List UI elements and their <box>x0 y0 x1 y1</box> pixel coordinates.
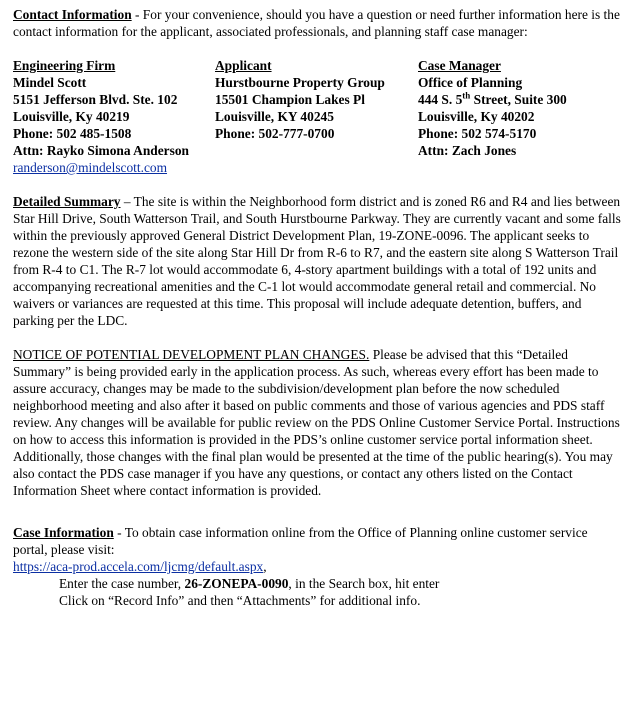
engineering-heading: Engineering Firm <box>13 58 116 73</box>
applicant-address1: 15501 Champion Lakes Pl <box>215 92 365 107</box>
case-manager-address1-street: Street, Suite 300 <box>470 92 567 107</box>
case-manager-attn: Attn: Zach Jones <box>418 143 517 158</box>
case-number: 26-ZONEPA-0090 <box>184 576 289 591</box>
applicant-address2: Louisville, KY 40245 <box>215 109 334 124</box>
case-manager-heading: Case Manager <box>418 58 501 73</box>
applicant-column <box>215 57 385 142</box>
document-page <box>13 6 625 609</box>
case-info-text: - To obtain case information online from the Office of Planning online customer service portal, please visit: <box>13 525 588 557</box>
case-manager-address1-number: 444 S. 5 <box>418 92 463 107</box>
case-url-suffix: , <box>263 559 267 574</box>
engineering-address1: 5151 Jefferson Blvd. Ste. 102 <box>13 92 178 107</box>
engineering-attn: Attn: Rayko Simona Anderson <box>13 143 189 158</box>
case-step-2: Click on “Record Info” and then “Attachments” for additional info. <box>59 593 421 608</box>
notice-text: Please be advised that this “Detailed Summary” is being provided early in the application process. As such, whereas every effort has been made to assure accuracy, changes may be made to the subdivision/development plan before the now scheduled neighborhood meeting and also after it based on public comments and those of various agencies and PDS staff review. Any changes will be available for public review on the PDS Online Customer Service Portal. Instructions on how to access this information is provided in the PDS’s online customer service portal information sheet. Additionally, those changes with the final plan would be presented at the time of the public hearing(s). You may also contact the PDS case manager if you have any questions, or contact any others listed on the Contact Information Sheet where contact information is provided. <box>13 347 620 498</box>
applicant-heading: Applicant <box>215 58 272 73</box>
case-info-url-line <box>13 558 625 575</box>
applicant-phone: Phone: 502-777-0700 <box>215 126 335 141</box>
case-step-1-pre: Enter the case number, <box>59 576 185 591</box>
contact-intro <box>13 6 625 40</box>
case-manager-name: Office of Planning <box>418 75 523 90</box>
notice-paragraph <box>13 346 625 499</box>
case-manager-address2: Louisville, Ky 40202 <box>418 109 535 124</box>
summary-text: – The site is within the Neighborhood form district and is zoned R6 and R4 and lies between Star Hill Drive, South Watterson Trail, and South Hurstbourne Parkway. They are currently vacant and some falls within the previously approved General District Development Plan, 19-ZONE-0096. The applicant seeks to rezone the western side of the site along Star Hill Dr from R-6 to R7, and the eastern site along S Watterson Trail from R-4 to C1. The R-7 lot would accommodate 6, 4-story apartment buildings with a total of 192 units and accompanying recreational amenities and the C-1 lot would accommodate general retail and commercial. No waivers or variances are requested at this time. This proposal will include adequate detention, buffers, and parking per the LDC. <box>13 194 621 328</box>
spacer <box>13 499 625 524</box>
contact-heading: Contact Information <box>13 7 132 22</box>
case-information <box>13 524 625 558</box>
summary-heading: Detailed Summary <box>13 194 121 209</box>
contact-intro-text: - For your convenience, should you have a question or need further information here is the contact information for the applicant, associated professionals, and planning staff case manager: <box>13 7 620 39</box>
detailed-summary <box>13 193 625 329</box>
case-step-1-post: , in the Search box, hit enter <box>288 576 440 591</box>
case-manager-address1-sup: th <box>462 90 471 101</box>
case-manager-address1 <box>418 91 567 108</box>
contact-columns <box>13 57 625 176</box>
case-manager-column <box>418 57 567 159</box>
engineering-email-link[interactable]: randerson@mindelscott.com <box>13 160 168 175</box>
engineering-address2: Louisville, Ky 40219 <box>13 109 130 124</box>
case-info-heading: Case Information <box>13 525 114 540</box>
applicant-name: Hurstbourne Property Group <box>215 75 385 90</box>
case-portal-link[interactable]: https://aca-prod.accela.com/ljcmg/default.aspx <box>13 559 264 574</box>
notice-heading: NOTICE OF POTENTIAL DEVELOPMENT PLAN CHANGES. <box>13 347 370 362</box>
case-step-1 <box>13 575 625 592</box>
engineering-firm-column <box>13 57 189 176</box>
case-manager-phone: Phone: 502 574-5170 <box>418 126 537 141</box>
engineering-phone: Phone: 502 485-1508 <box>13 126 132 141</box>
engineering-name: Mindel Scott <box>13 75 87 90</box>
